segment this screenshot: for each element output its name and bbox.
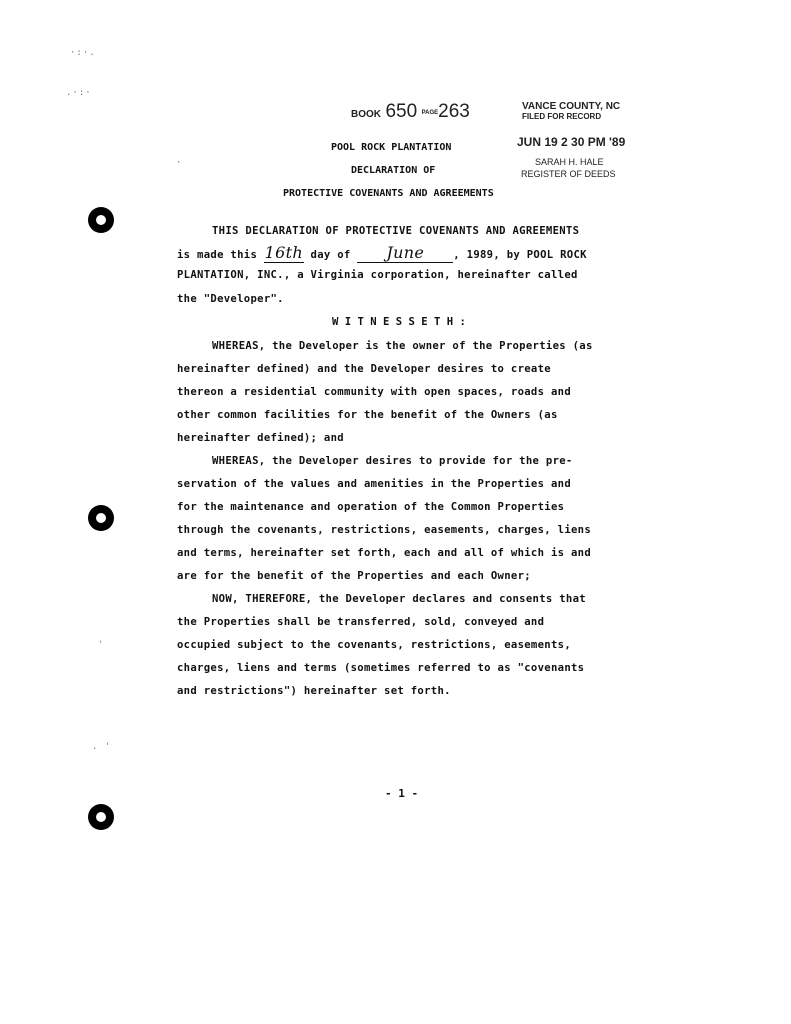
scan-speck: · — [176, 158, 183, 168]
header-title: POOL ROCK PLANTATION — [331, 142, 452, 153]
now-therefore-line: the Properties shall be transferred, sold, conveyed and — [177, 616, 545, 628]
register-title: REGISTER OF DEEDS — [521, 169, 616, 179]
scan-speck: .·:· — [66, 88, 92, 98]
intro-text: day of — [310, 249, 351, 261]
register-name: SARAH H. HALE — [535, 157, 604, 167]
intro-line: THIS DECLARATION OF PROTECTIVE COVENANTS AND AGREEMENTS — [212, 225, 580, 237]
handwritten-month: June — [357, 243, 453, 263]
whereas1-line: other common facilities for the benefit of the Owners (as — [177, 409, 558, 421]
book-page-stamp — [351, 101, 470, 123]
now-therefore-line: occupied subject to the covenants, restrictions, easements, — [177, 639, 571, 651]
now-therefore-line: NOW, THEREFORE, the Developer declares and consents that — [212, 593, 586, 605]
intro-line: PLANTATION, INC., a Virginia corporation, hereinafter called — [177, 269, 578, 281]
whereas2-line: through the covenants, restrictions, easements, charges, liens — [177, 524, 592, 536]
whereas2-line: and terms, hereinafter set forth, each and all of which is and — [177, 547, 592, 559]
whereas2-line: are for the benefit of the Properties and each Owner; — [177, 570, 531, 582]
page-number-footer: - 1 - — [385, 787, 419, 800]
scan-speck: ·:·. — [70, 48, 96, 58]
now-therefore-line: charges, liens and terms (sometimes referred to as "covenants — [177, 662, 585, 674]
witnesseth-heading: W I T N E S S E T H : — [332, 316, 466, 328]
punch-hole-icon — [88, 804, 114, 830]
book-number: 650 — [385, 101, 418, 122]
whereas1-line: hereinafter defined); and — [177, 432, 344, 444]
county-stamp: VANCE COUNTY, NC — [522, 101, 621, 112]
intro-text: , 1989, by POOL ROCK — [453, 249, 587, 261]
whereas2-line: servation of the values and amenities in the Properties and — [177, 478, 571, 490]
intro-line: the "Developer". — [177, 293, 284, 305]
filing-date-time: JUN 19 2 30 PM '89 — [517, 135, 626, 149]
header-subtitle: DECLARATION OF — [351, 165, 436, 176]
scan-speck: ' — [98, 640, 105, 650]
whereas1-line: thereon a residential community with open spaces, roads and — [177, 386, 571, 398]
filed-for-record: FILED FOR RECORD — [522, 112, 602, 121]
intro-text: is made this — [177, 249, 258, 261]
scan-speck: . ' — [92, 742, 112, 752]
now-therefore-line: and restrictions") hereinafter set forth. — [177, 685, 451, 697]
intro-date-line — [177, 243, 587, 263]
handwritten-day: 16th — [264, 243, 303, 262]
whereas2-line: for the maintenance and operation of the Common Properties — [177, 501, 565, 513]
whereas1-line: hereinafter defined) and the Developer desires to create — [177, 363, 551, 375]
whereas1-line: WHEREAS, the Developer is the owner of the Properties (as — [212, 340, 593, 352]
punch-hole-icon — [88, 505, 114, 531]
page-number: 263 — [438, 101, 470, 122]
punch-hole-icon — [88, 207, 114, 233]
book-label: BOOK — [351, 109, 381, 120]
page-label: PAGE — [421, 109, 439, 116]
header-heading: PROTECTIVE COVENANTS AND AGREEMENTS — [283, 188, 494, 199]
whereas2-line: WHEREAS, the Developer desires to provide for the pre- — [212, 455, 573, 467]
